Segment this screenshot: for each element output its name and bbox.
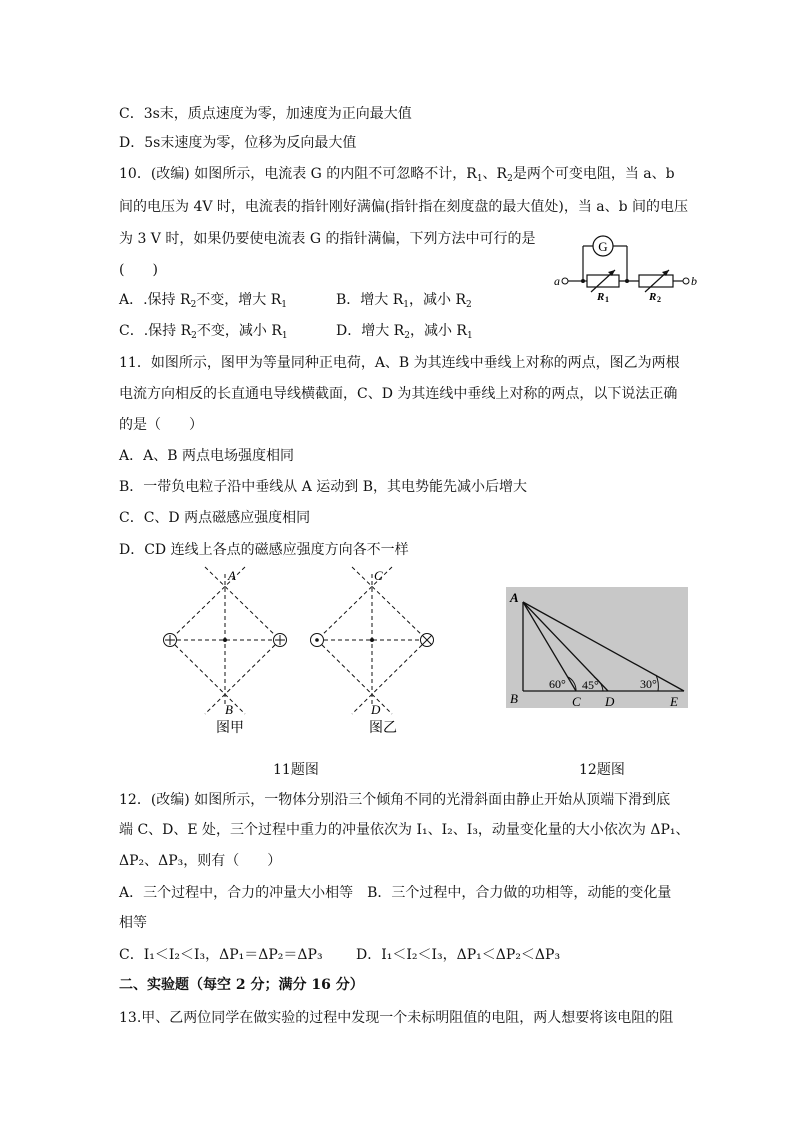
point-a-label-12: A xyxy=(510,590,519,605)
question-11-line-3: 的是（ ） xyxy=(119,417,203,433)
point-d-label-12: D xyxy=(605,694,615,708)
question-12-option-b-cont: 相等 xyxy=(119,915,147,931)
galvanometer-label: G xyxy=(598,239,608,254)
question-10-line-3: 为 3 V 时，如果仍要使电流表 G 的指针满偏，下列方法中可行的是 xyxy=(119,231,536,247)
question-10-option-b: B．增大 $R_1$，减小 $R_2$ xyxy=(336,292,472,310)
point-d-label: D xyxy=(371,702,381,717)
terminal-a xyxy=(562,278,568,284)
question-12-line-2: 端 C、D、E 处，三个过程中重力的冲量依次为 I₁、I₂、I₃，动量变化量的大小依次为 ΔP₁、 xyxy=(119,822,690,838)
figure-yi-caption: 图乙 xyxy=(369,721,397,736)
positive-charge-right xyxy=(274,634,287,647)
positive-charge-left xyxy=(164,634,177,647)
angle-60-label: 60° xyxy=(549,677,566,691)
question-11-option-b: B．一带负电粒子沿中垂线从 A 运动到 B，其电势能先减小后增大 xyxy=(119,479,528,495)
question-12-line-1: 12．(改编) 如图所示，一物体分别沿三个倾角不同的光滑斜面由静止开始从顶端下滑到底 xyxy=(119,792,671,808)
r2-label: R xyxy=(649,291,657,303)
question-10-option-d: D．增大 $R_2$，减小 $R_1$ xyxy=(336,323,473,341)
section-2-heading: 二、实验题（每空 2 分；满分 16 分） xyxy=(119,977,364,993)
question-11-line-2: 电流方向相反的长直通电导线横截面，C、D 为其连线中垂线上对称的两点，以下说法正确 xyxy=(119,386,678,402)
figure-11-caption: 11题图 xyxy=(273,762,319,778)
angle-45-label: 45° xyxy=(582,678,599,692)
terminal-b xyxy=(683,278,689,284)
question-10-option-a: A．.保持 $R_2$不变，增大 $R_1$ xyxy=(119,292,288,310)
question-11-option-a: A．A、B 两点电场强度相同 xyxy=(119,448,294,464)
question-12-option-c: C．I₁＜I₂＜I₃，ΔP₁＝ΔP₂＝ΔP₃ xyxy=(119,947,323,963)
option-c-q9: C．3s末，质点速度为零，加速度为正向最大值 xyxy=(119,106,412,122)
question-10-line-2: 间的电压为 4V 时，电流表的指针刚好满偏(指针指在刻度盘的最大值处)，当 a、b 间的电压 xyxy=(119,199,689,215)
figure-11 xyxy=(155,562,445,742)
question-11-line-1: 11．如图所示，图甲为等量同种正电荷，A、B 为其连线中垂线上对称的两点，图乙为两根 xyxy=(119,355,680,371)
figure-12-caption: 12题图 xyxy=(579,762,625,778)
circuit-diagram xyxy=(553,232,703,304)
question-12-line-3: ΔP₂、ΔP₃，则有（ ） xyxy=(119,853,282,869)
question-10-option-c: C．.保持 $R_2$不变，减小 $R_1$ xyxy=(119,323,288,341)
angle-30-label: 30° xyxy=(640,677,657,691)
option-d-q9: D．5s末速度为零，位移为反向最大值 xyxy=(119,135,357,151)
point-b-label: B xyxy=(225,702,233,717)
figure-12 xyxy=(506,587,688,708)
point-a-label: A xyxy=(228,568,236,583)
current-out-of-page-icon xyxy=(311,634,324,647)
r1-label: R xyxy=(597,291,605,303)
point-c-label: C xyxy=(374,568,383,583)
question-10-answer-bracket: ( ) xyxy=(119,262,158,278)
terminal-a-label: a xyxy=(554,274,560,288)
r1-sub: 1 xyxy=(605,295,609,304)
question-13-line-1: 13.甲、乙两位同学在做实验的过程中发现一个未标明阻值的电阻，两人想要将该电阻的阻 xyxy=(119,1010,674,1026)
question-12-option-d: D．I₁＜I₂＜I₃，ΔP₁＜ΔP₂＜ΔP₃ xyxy=(356,947,561,963)
r2-sub: 2 xyxy=(657,295,661,304)
question-10-line-1: 10．(改编) 如图所示，电流表 G 的内阻不可忽略不计，$R_1$、$R_2$是两个可变电阻，当 a、b xyxy=(119,166,675,184)
point-b-label-12: B xyxy=(510,691,518,706)
question-11-option-c: C．C、D 两点磁感应强度相同 xyxy=(119,510,311,526)
point-e-label-12: E xyxy=(670,694,678,708)
current-into-page-icon xyxy=(421,634,434,647)
question-12-option-a-b: A．三个过程中，合力的冲量大小相等 B．三个过程中，合力做的功相等，动能的变化量 xyxy=(119,885,672,901)
question-11-option-d: D．CD 连线上各点的磁感应强度方向各不一样 xyxy=(119,542,409,558)
point-c-label-12: C xyxy=(572,694,581,708)
figure-jia-caption: 图甲 xyxy=(216,721,244,736)
terminal-b-label: b xyxy=(691,274,697,288)
